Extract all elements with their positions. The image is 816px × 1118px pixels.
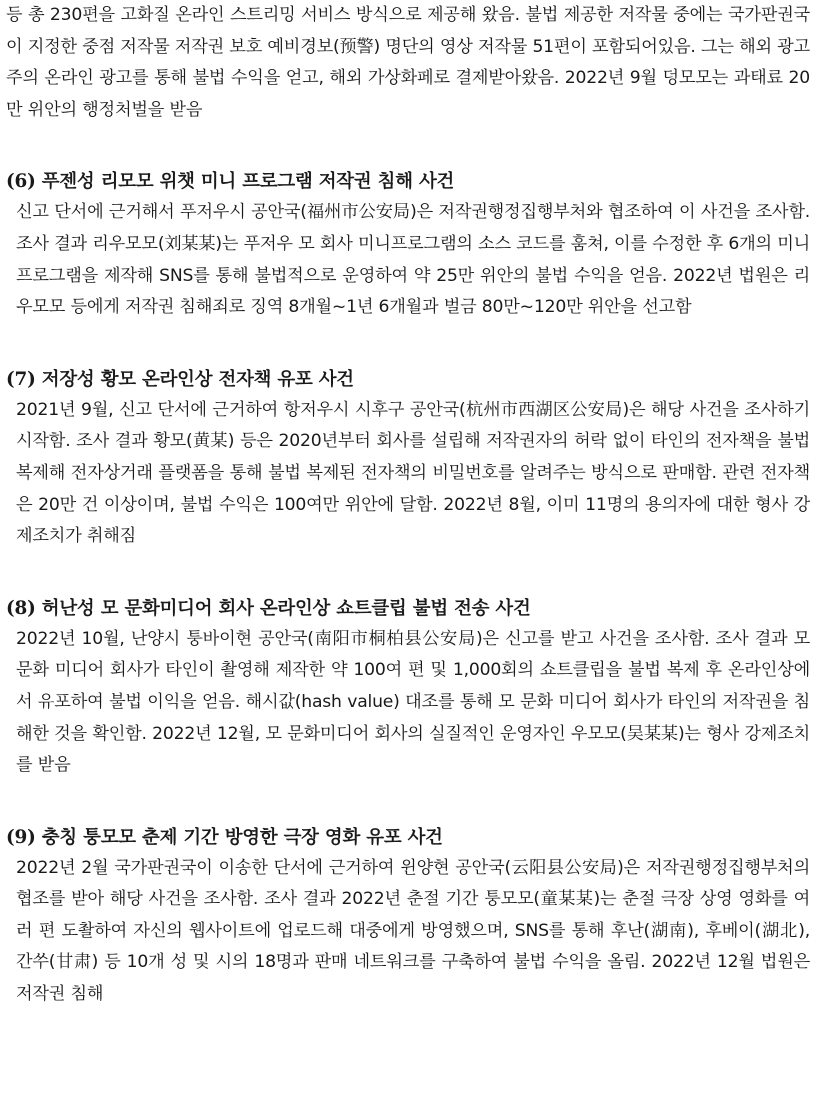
- section-9-heading: (9) 충칭 퉁모모 춘제 기간 방영한 극장 영화 유포 사건: [6, 826, 443, 848]
- section-9: [6, 822, 810, 1011]
- document-page: [6, 0, 810, 1011]
- section-7-body: 2021년 9월, 신고 단서에 근거하여 항저우시 시후구 공안국(杭州市西湖区公安局)은 해당 사건을 조사하기 시작함. 조사 결과 황모(黄某) 등은 2020년부터 회사를 설립해 저작권자의 허락 없이 타인의 전자책을 불법 복제해 전자상거래 플랫폼을 통해 불법 복제된 전자책의 비밀번호를 알려주는 방식으로 판매함. 관련 전자책은 20만 건 이상이며, 불법 수익은 100여만 위안에 달함. 2022년 8월, 이미 11명의 용의자에 대한 형사 강제조치가 취해짐: [16, 399, 810, 547]
- intro-paragraph: 등 총 230편을 고화질 온라인 스트리밍 서비스 방식으로 제공해 왔음. 불법 제공한 저작물 중에는 국가판권국이 지정한 중점 저작물 저작권 보호 예비경보(预警) 명단의 영상 저작물 51편이 포함되어있음. 그는 해외 광고주의 온라인 광고를 통해 불법 수익을 얻고, 해외 가상화페로 결제받아왔음. 2022년 9월 덩모모는 과태료 20만 위안의 행정처벌을 받음: [6, 5, 810, 120]
- section-6: [6, 166, 810, 323]
- section-8: [6, 593, 810, 782]
- section-9-body: 2022년 2월 국가판권국이 이송한 단서에 근거하여 윈양현 공안국(云阳县公安局)은 저작권행정집행부처의 협조를 받아 해당 사건을 조사함. 조사 결과 2022년 춘절 기간 퉁모모(童某某)는 춘절 극장 상영 영화를 여러 편 도촬하여 자신의 웹사이트에 업로드해 대중에게 방영했으며, SNS를 통해 후난(湖南), 후베이(湖北), 간쑤(甘肃) 등 10개 성 및 시의 18명과 판매 네트워크를 구축하여 불법 수익을 올림. 2022년 12월 법원은 저작권 침해: [16, 857, 810, 1005]
- section-8-heading: (8) 허난성 모 문화미디어 회사 온라인상 쇼트클립 불법 전송 사건: [6, 597, 531, 619]
- section-6-body: 신고 단서에 근거해서 푸저우시 공안국(福州市公安局)은 저작권행정집행부처와 협조하여 이 사건을 조사함. 조사 결과 리우모모(刘某某)는 푸저우 모 회사 미니프로그램의 소스 코드를 훔쳐, 이를 수정한 후 6개의 미니프로그램을 제작해 SNS를 통해 불법적으로 운영하여 약 25만 위안의 불법 수익을 얻음. 2022년 법원은 리우모모 등에게 저작권 침해죄로 징역 8개월~1년 6개월과 벌금 80만~120만 위안을 선고함: [16, 202, 810, 318]
- section-6-heading: (6) 푸젠성 리모모 위챗 미니 프로그램 저작권 침해 사건: [6, 171, 455, 193]
- section-7-heading: (7) 저장성 황모 온라인상 전자책 유포 사건: [6, 368, 354, 390]
- section-7: [6, 364, 810, 553]
- section-8-body: 2022년 10월, 난양시 퉁바이현 공안국(南阳市桐柏县公安局)은 신고를 받고 사건을 조사함. 조사 결과 모 문화 미디어 회사가 타인이 촬영해 제작한 약 100여 편 및 1,000회의 쇼트클립을 불법 복제 후 온라인상에서 유포하여 불법 이익을 얻음. 해시값(hash value) 대조를 통해 모 문화 미디어 회사가 타인의 저작권을 침해한 것을 확인함. 2022년 12월, 모 문화미디어 회사의 실질적인 운영자인 우모모(吴某某)는 형사 강제조치를 받음: [16, 628, 810, 776]
